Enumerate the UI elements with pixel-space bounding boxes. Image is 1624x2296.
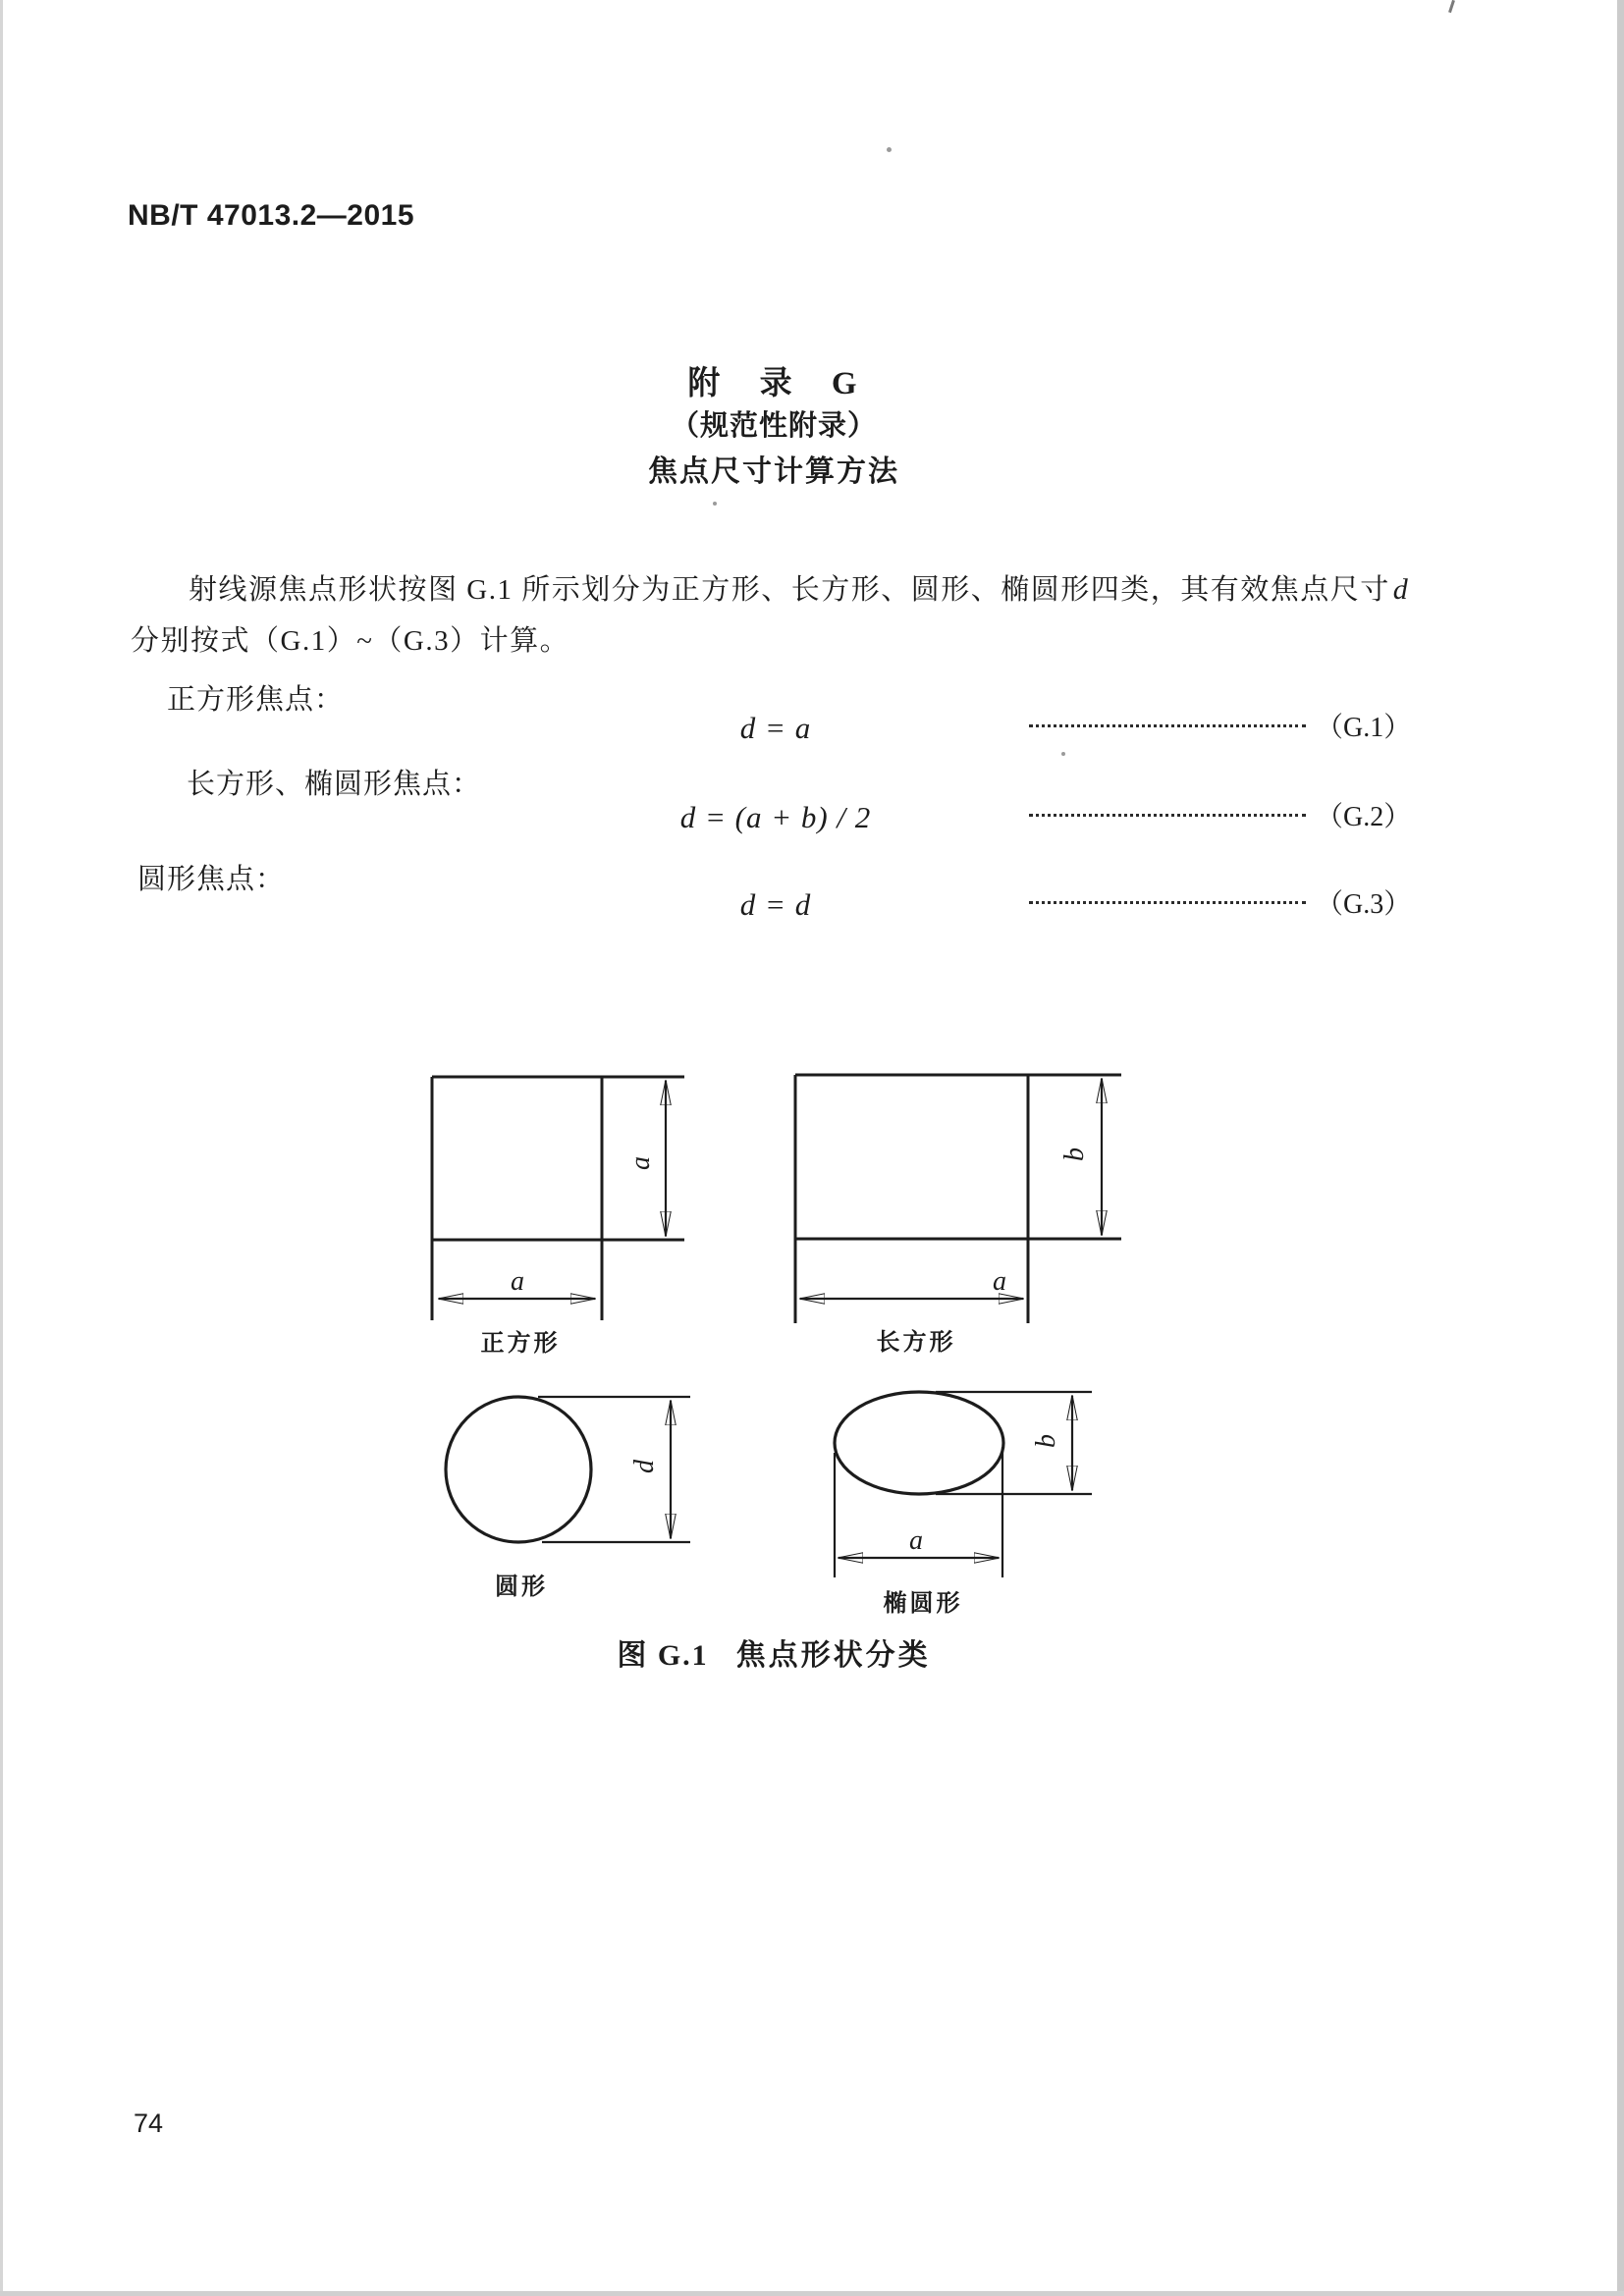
rectangle-caption: 长方形 xyxy=(876,1330,956,1356)
paragraph-text: 射线源焦点形状按图 G.1 所示划分为正方形、长方形、圆形、椭圆形四类，其有效焦点尺寸 xyxy=(189,574,1390,606)
equation-formula-g3: d = d xyxy=(739,887,812,922)
square-height-label: a xyxy=(625,1156,656,1170)
scan-speck xyxy=(713,502,717,506)
appendix-heading: 焦点尺寸计算方法 xyxy=(648,455,899,488)
rectangle-shape xyxy=(795,1075,1121,1323)
ellipse-caption: 椭圆形 xyxy=(883,1591,963,1617)
equation-number-g3: （G.3） xyxy=(1316,889,1412,920)
figure-caption-text: 焦点形状分类 xyxy=(735,1639,931,1672)
square-caption: 正方形 xyxy=(480,1331,561,1357)
equation-label-rect-ellipse: 长方形、椭圆形焦点： xyxy=(187,769,482,800)
standard-number: NB/T 47013.2—2015 xyxy=(128,199,415,232)
square-shape xyxy=(432,1077,684,1320)
rectangle-height-label: b xyxy=(1059,1148,1090,1161)
ellipse-width-label: a xyxy=(909,1525,923,1556)
rectangle-width-label: a xyxy=(993,1266,1006,1297)
dotted-leader xyxy=(1029,724,1306,727)
circle-shape xyxy=(446,1397,591,1542)
equation-formula-g2: d = (a + b) / 2 xyxy=(679,800,872,834)
square-figure xyxy=(432,1077,684,1320)
equation-label-square: 正方形焦点： xyxy=(167,684,345,716)
circle-caption: 圆形 xyxy=(495,1575,548,1600)
appendix-subtitle: （规范性附录） xyxy=(670,410,877,442)
paragraph-variable-d: d xyxy=(1392,573,1410,606)
ellipse-figure xyxy=(835,1392,1092,1577)
figure-caption xyxy=(130,1630,1418,1674)
page-number: 74 xyxy=(134,2109,164,2138)
page-edge-bottom xyxy=(0,2291,1624,2296)
scan-mark xyxy=(1448,0,1455,13)
equation-number-g1: （G.1） xyxy=(1316,713,1412,743)
equation-number-g2: （G.2） xyxy=(1316,802,1412,832)
page-edge-left xyxy=(0,0,3,2296)
ellipse-height-label: b xyxy=(1031,1434,1061,1448)
circle-figure xyxy=(446,1397,690,1542)
equation-label-circle: 圆形焦点： xyxy=(137,864,286,895)
scan-speck xyxy=(887,147,892,152)
figure-caption-number: 图 G.1 xyxy=(617,1639,709,1672)
ellipse-shape xyxy=(835,1392,1003,1494)
paragraph-line-2: 分别按式（G.1）~（G.3）计算。 xyxy=(131,625,570,657)
scan-speck xyxy=(1061,752,1065,756)
dotted-leader xyxy=(1029,901,1306,904)
rectangle-figure xyxy=(795,1075,1121,1323)
circle-diameter-label: d xyxy=(629,1460,660,1473)
equation-formula-g1: d = a xyxy=(739,711,812,745)
appendix-title: 附 录 G xyxy=(687,366,860,401)
paragraph-line-1 xyxy=(189,567,1409,608)
dotted-leader xyxy=(1029,814,1306,817)
page-edge-right xyxy=(1617,0,1624,2296)
square-width-label: a xyxy=(511,1266,524,1297)
